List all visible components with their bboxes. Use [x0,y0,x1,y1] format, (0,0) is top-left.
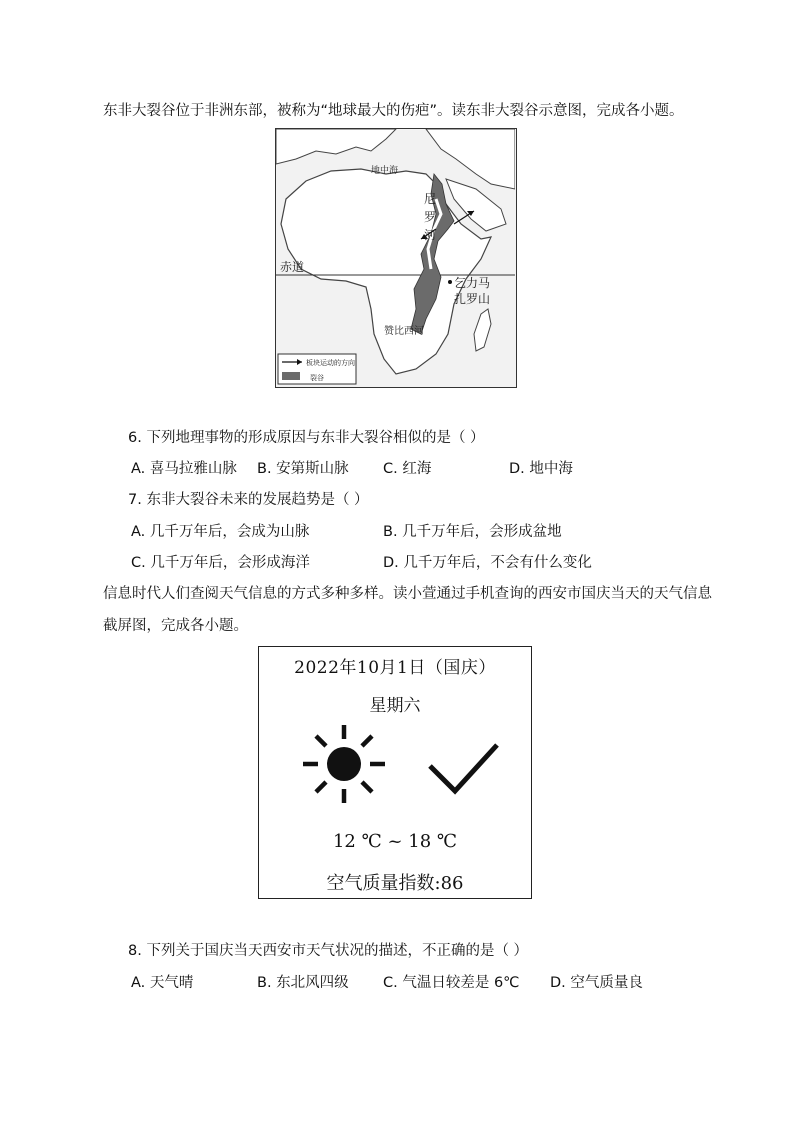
legend-rift-swatch [282,372,300,380]
q6-option-c[interactable]: C. 红海 [383,461,432,477]
weather-aqi: 空气质量指数:86 [326,873,464,894]
intro-text-rift: 东非大裂谷位于非洲东部，被称为“地球最大的伤疤”。读东非大裂谷示意图，完成各小题。 [103,103,684,119]
q8-option-b[interactable]: B. 东北风四级 [257,975,349,991]
rift-valley-map [275,128,517,388]
q6-stem: 6. 下列地理事物的形成原因与东非大裂谷相似的是（ ） [128,430,485,446]
kilimanjaro-marker [448,280,452,284]
label-nile-2: 罗 [424,210,437,224]
asia-land [426,129,515,189]
q7-stem: 7. 东非大裂谷未来的发展趋势是（ ） [128,492,369,508]
q7-option-c[interactable]: C. 几千万年后，会形成海洋 [131,555,310,571]
q8-option-c[interactable]: C. 气温日较差是 6℃ [383,975,520,991]
legend-arrow-label: 板块运动的方向 [306,359,355,367]
intro-text-weather-line2: 截屏图，完成各小题。 [103,618,248,634]
intro-text-weather-line1: 信息时代人们查阅天气信息的方式多种多样。读小萱通过手机查询的西安市国庆当天的天气信息 [103,586,712,602]
q8-stem: 8. 下列关于国庆当天西安市天气状况的描述，不正确的是（ ） [128,943,529,959]
africa-map-svg [276,129,515,386]
weather-weekday: 星期六 [369,696,421,716]
label-nile-1: 尼 [424,192,437,206]
weather-screenshot [258,646,532,899]
q7-option-a[interactable]: A. 几千万年后，会成为山脉 [131,524,310,540]
sun-icon [299,723,389,805]
label-mediterranean: 地中海 [371,166,399,176]
label-kilimanjaro-1: 乞力马 [454,276,491,290]
checkmark-icon [427,739,501,799]
madagascar [474,309,491,351]
legend-rift-label: 裂谷 [310,374,324,382]
q7-option-b[interactable]: B. 几千万年后，会形成盆地 [383,524,562,540]
label-zambezi: 赞比西河 [384,326,424,337]
label-equator: 赤道 [280,260,305,274]
q6-option-d[interactable]: D. 地中海 [509,461,573,477]
weather-date: 2022年10月1日（国庆） [294,658,496,678]
label-kilimanjaro-2: 扎罗山 [454,292,491,306]
q6-option-a[interactable]: A. 喜马拉雅山脉 [131,461,237,477]
weather-temperature: 12 ℃ ~ 18 ℃ [332,831,458,852]
q7-option-d[interactable]: D. 几千万年后，不会有什么变化 [383,555,592,571]
label-nile-3: 河 [424,228,437,242]
q6-option-b[interactable]: B. 安第斯山脉 [257,461,349,477]
europe-land [276,129,396,164]
q8-option-d[interactable]: D. 空气质量良 [550,975,643,991]
q8-option-a[interactable]: A. 天气晴 [131,975,194,991]
